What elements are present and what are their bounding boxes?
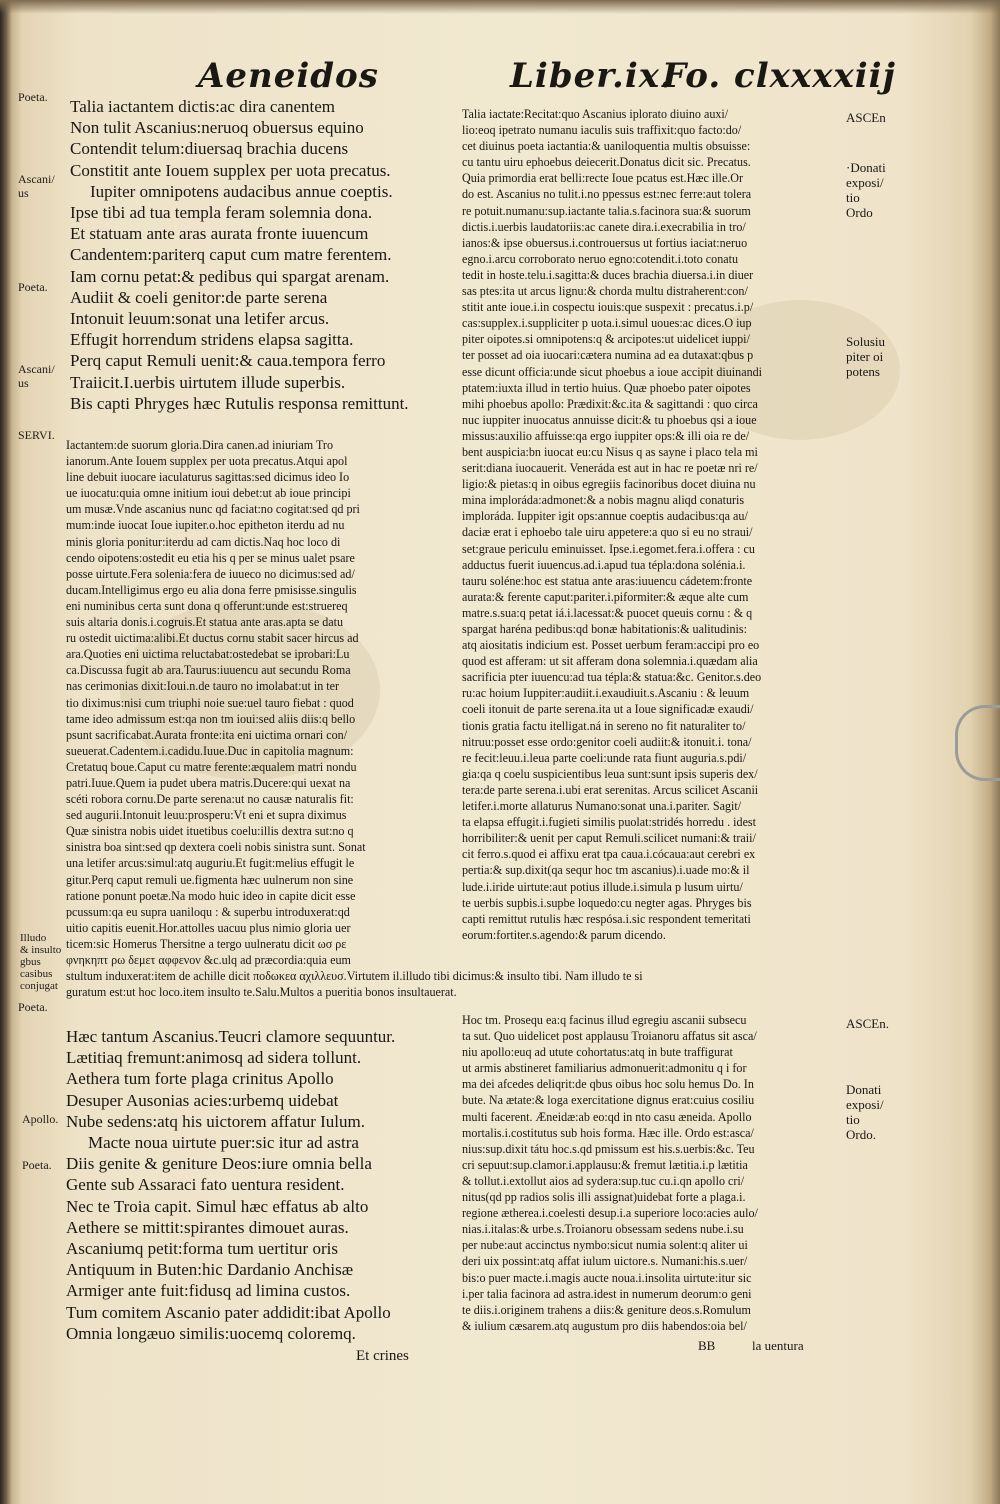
verse-line: Antiquum in Buten:hic Dardanio Anchisæ bbox=[66, 1260, 354, 1280]
commentary-line: mum:inde iuocat Ioue iupiter.o.hoc epitheton iterdu ad nu bbox=[66, 518, 345, 533]
commentary-line: capti remittut rutulis hæc respósa.i.sic respondent temeritati bbox=[462, 911, 751, 926]
verse-line: Constitit ante Iouem supplex per uota precatus. bbox=[70, 160, 391, 180]
commentary-line: tedit in hoste.telu.i.sagitta:& duces brachia diuersa.i.in diuer bbox=[462, 267, 754, 282]
commentary-line: Talia iactate:Recitat:quo Ascanius iplorato diuino auxi/ bbox=[462, 107, 729, 121]
commentary-line: cas:supplex.i.suppliciter p uota.i.simul uoues:ac dices.O iup bbox=[462, 316, 752, 331]
ascensius-commentary-1 bbox=[462, 106, 840, 943]
commentary-line: ta elapsa effugit.i.fugieti similis puolat:stridés horredu . idest bbox=[462, 815, 756, 830]
catchword-left: Et crines bbox=[356, 1348, 409, 1364]
commentary-line: aurata:& ferente caput:pariter.i.piformiter:& æque alte cum bbox=[462, 589, 749, 604]
page-clip bbox=[955, 705, 1000, 781]
verse-line: Diis genite & geniture Deos:iure omnia bella bbox=[66, 1154, 372, 1174]
margin-poeta: Poeta. bbox=[18, 280, 48, 294]
verse-line: Lætitiaq fremunt:animosq ad sidera tollunt. bbox=[66, 1048, 362, 1068]
commentary-line: te diis.i.originem trahens a diis:& geniture deos.s.Romulum bbox=[462, 1302, 751, 1317]
commentary-line: suis altaria donis.i.cogruis.Et statua ante aras.apta se datu bbox=[66, 615, 344, 630]
margin-donati-expositio bbox=[846, 160, 886, 220]
commentary-line: ligio:& pietas:q in oibus egregiis facinoribus docet diuina nu bbox=[462, 477, 756, 492]
commentary-line: deri uix possint:atq affat iulum uictore.s. Numani:his.s.uer/ bbox=[462, 1254, 748, 1269]
commentary-line: minis gloria ponitur:iterdu ad cam dictis.Naq hoc loco di bbox=[66, 534, 341, 549]
margin-line: piter oi bbox=[846, 349, 884, 364]
verse-line: Desuper Ausonias acies:urbemq uidebat bbox=[66, 1090, 339, 1110]
verse-line: Hæc tantum Ascanius.Teucri clamore sequuntur. bbox=[66, 1027, 396, 1046]
commentary-line: cit ferro.s.quod ei affixu erat tpa caua.i.cócaua:aut cerebri ex bbox=[462, 847, 756, 862]
margin-line: tio bbox=[846, 1112, 860, 1127]
margin-line: exposi/ bbox=[846, 1097, 884, 1112]
verse-line: Et statuam ante aras aurata fronte iuuencum bbox=[70, 224, 369, 244]
commentary-line: daciæ erat i ephoebo tale uiru appetere:a quo si eu no straui/ bbox=[462, 525, 753, 540]
running-head-book: Liber.ix. bbox=[510, 56, 673, 96]
margin-line: Ascani/ bbox=[18, 362, 55, 376]
margin-line: conjugat bbox=[20, 980, 58, 992]
margin-line: us bbox=[18, 186, 29, 200]
margin-line: tio bbox=[846, 190, 860, 205]
commentary-line: scéti robora cornu.De parte serena:ut no causæ naturalis fit: bbox=[66, 792, 354, 807]
margin-line: Ordo bbox=[846, 205, 873, 220]
commentary-line: missus:auxilio affuisse:qa ergo iuppiter ops:& illi oia re de/ bbox=[462, 428, 750, 443]
commentary-line: ptatem:iuxta illud in tertio huius. Quæ phoebo pater oipotes bbox=[462, 380, 751, 395]
commentary-line: Quæ sinistra nobis uidet ituetibus coelu:illis dextra sut:no q bbox=[66, 824, 354, 839]
commentary-line: ratione ponunt poetæ.Na modo huic ideo in capite dicit esse bbox=[66, 888, 356, 903]
commentary-line: ue iuocatu:quia omne initium ioui debet:ut ab ioue principi bbox=[66, 486, 351, 501]
commentary-line: cet diuinus poeta iactantia:& uaniloquentia multis obsuisse: bbox=[462, 139, 751, 154]
commentary-line: nas cerimonias dixit:Ioui.n.de tauro no imolabat:ut in ter bbox=[66, 679, 340, 694]
verse-block-1 bbox=[70, 96, 450, 414]
margin-ascanius bbox=[18, 362, 55, 390]
folio-number: Fo. clxxxxiij bbox=[662, 56, 896, 96]
verse-line: Traiicit.I.uerbis uirtutem illude superbis. bbox=[70, 372, 346, 392]
verse-line: Non tulit Ascanius:neruoq obuersus equino bbox=[70, 118, 364, 138]
commentary-line: posse uirtute.Fera solenia:fera de iuueco no dicimus:sed ad/ bbox=[66, 566, 355, 581]
commentary-line: i.per talia facinora ad astra.idest in numerum deorum:o geni bbox=[462, 1286, 752, 1301]
commentary-line: nuc iuppiter inuocatus annuisse dicit:& tu phoebus qsi a ioue bbox=[462, 412, 757, 427]
catchword-right: la uentura bbox=[752, 1338, 804, 1353]
commentary-line: letifer.i.morte allaturus Numano:sonat una.i.pariter. Sagit/ bbox=[462, 799, 742, 814]
verse-block-2 bbox=[66, 1026, 456, 1344]
verse-line: Talia iactantem dictis:ac dira canentem bbox=[70, 97, 336, 116]
verse-line: Ipse tibi ad tua templa feram solemnia dona. bbox=[70, 203, 373, 223]
margin-line: Ordo. bbox=[846, 1127, 876, 1142]
commentary-line: nitruu:posset esse ordo:genitor coeli audiit:& itonuit.i. tona/ bbox=[462, 734, 752, 749]
commentary-line: nitus(qd pp radios solis illi assignat)uidebat forte a plaga.i. bbox=[462, 1190, 746, 1205]
signature-mark: BB bbox=[698, 1338, 716, 1353]
commentary-line: tionis gratia factu itelligat.ná in sereno no fit naturaliter to/ bbox=[462, 718, 746, 733]
commentary-line: psunt sacrificabat.Aurata fronte:ita eni uictima ornari con/ bbox=[66, 727, 348, 742]
verse-line: Candentem:pariterq caput cum matre ferentem. bbox=[70, 245, 392, 265]
commentary-line: cri sepuut:sup.clamor.i.applausu:& fremut lætitia.i.p lætitia bbox=[462, 1157, 748, 1172]
commentary-line: serit:diana iuocauerit. Veneráda est aut in hac re poetæ nri re/ bbox=[462, 461, 758, 476]
verse-line: Aethera tum forte plaga crinitus Apollo bbox=[66, 1069, 334, 1089]
margin-ascensius: ASCEn bbox=[846, 110, 886, 125]
margin-apollo: Apollo. bbox=[22, 1112, 59, 1126]
commentary-line: tauru soléne:hoc est statua ante aras:iuuencu cádetem:fronte bbox=[462, 573, 753, 588]
commentary-line: pertia:& sup.dixit(qa sequr hoc tm ascanius).i.uade mo:& il bbox=[462, 863, 750, 878]
verse-line: Nec te Troia capit. Simul hæc effatus ab alto bbox=[66, 1196, 369, 1216]
commentary-line: cu tantu uiru ephoebus deiecerit.Donatus dicit sic. Precatus. bbox=[462, 155, 751, 170]
verse-line: Contendit telum:diuersaq brachia ducens bbox=[70, 139, 349, 159]
verse-line: Omnia longæuo similis:uocemq coloremq. bbox=[66, 1323, 356, 1343]
commentary-line: sinistra boa sint:sed qp dextera coeli nobis sinistra sunt. Sonat bbox=[66, 840, 366, 855]
commentary-line: tera:de parte serena.i.ubi erat serenitas. Arcus scilicet Ascanii bbox=[462, 782, 759, 797]
margin-line: gbus bbox=[20, 956, 41, 968]
commentary-line: do est. Ascanius no tulit.i.no ppessus est:nec ferre:aut tolera bbox=[462, 187, 752, 202]
commentary-line: Hoc tm. Prosequ ea:q facinus illud egregiu ascanii subsecu bbox=[462, 1013, 747, 1027]
margin-illudo bbox=[20, 932, 61, 992]
commentary-line: set:graue periculu eminuisset. Ipse.i.egomet.fera.i.offera : cu bbox=[462, 541, 755, 556]
commentary-line: ru ostedit uictima:alibi.Et ductus cornu stabit sacer hircus ad bbox=[66, 631, 359, 646]
commentary-line: te uerbis supbis.i.supbe loquedo:cu negter agas. Phryges bis bbox=[462, 895, 752, 910]
commentary-line: ma dei afcedes deliqrit:de qbus oibus hoc solu hemus Do. In bbox=[462, 1077, 754, 1092]
commentary-line: sed augurii.Intonuit leuu:prosperu:Vt eni et supra diximus bbox=[66, 808, 347, 823]
commentary-line: lio:eoq ipetrato numanu iaculis suis traffixit:quo facto:do/ bbox=[462, 123, 742, 138]
commentary-line: Iactantem:de suorum gloria.Dira canen.ad iniuriam Tro bbox=[66, 438, 333, 452]
commentary-line: atq aiositatis indicium est. Posset uerbum feram:accipi pro eo bbox=[462, 638, 760, 653]
commentary-line: spargat haréna pedibus:qd bonæ habitationis:& ualitudinis: bbox=[462, 622, 747, 636]
running-head-left: Aeneidos bbox=[198, 56, 379, 96]
commentary-line: stultum induxerat:item de achille dicit ποδωκεα αχιλλευσ.Virtutem il.illudo tibi dicimus:& insulto tibi. Nam illudo te si bbox=[66, 969, 643, 984]
commentary-line: bute. Na ætate:& loga exercitatione dignus erat:cuius cosiliu bbox=[462, 1093, 755, 1108]
verse-line: Gente sub Assaraci fato uentura resident. bbox=[66, 1175, 345, 1195]
commentary-line: quod est afferam: ut sit afferam dona solemnia.i.quædam alia bbox=[462, 654, 758, 669]
commentary-line: tio diximus:nisi cum triuphi noie sue:uel tauro fiebat : quod bbox=[66, 695, 354, 710]
commentary-line: egno.i.arcu corroborato neruo egno:cotendit.i.toto conatu bbox=[462, 251, 739, 266]
commentary-line: adductus fuerit iuuencus.ad.i.apud tua tépla:dona solénia.i. bbox=[462, 557, 746, 572]
commentary-line: sueuerat.Cadentem.i.cadidu.Iuue.Duc in capitolia magnum: bbox=[66, 743, 354, 758]
commentary-line: mihi phoebus apollo: Prædixit:&c.ita & sagittandi : quo circa bbox=[462, 396, 758, 411]
commentary-line: eorum:fortiter.s.agendo:& parum dicendo. bbox=[462, 927, 666, 942]
commentary-line: ca.Discussa fugit ab ara.Taurus:iuuencu aut secundu Roma bbox=[66, 663, 351, 678]
commentary-line: gia:qa q coelu suspicientibus leua sunt:sunt ipsis superis dex/ bbox=[462, 766, 758, 781]
commentary-line: horribiliter:& uenit per caput Remuli.scilicet numani:& traii/ bbox=[462, 831, 756, 846]
commentary-line: re potuit.numanu:sup.iactante talia.s.facinora sua:& suorum bbox=[462, 203, 751, 218]
verse-line: Effugit horrendum stridens elapsa sagitta. bbox=[70, 330, 354, 350]
commentary-line: imploráda. Iuppiter igit ops:annue coeptis audacibus:qa au/ bbox=[462, 509, 748, 524]
commentary-line: Quia primordia erat belli:recte Ioue pcatus est.Hæc ille.Or bbox=[462, 171, 744, 186]
commentary-line: ru:ac hoium Iuppiter:audiit.i.exaudiuit.s.Ascaniu : & leuum bbox=[462, 686, 750, 701]
verse-line: Aethere se mittit:spirantes dimouet auras. bbox=[66, 1217, 349, 1237]
commentary-line: matre.s.sua:q petat iá.i.lacessat:& puocet queuis cornu : & q bbox=[462, 605, 753, 620]
commentary-line: ianos:& ipse obuersus.i.controuersus ut fortius iaciat:neruo bbox=[462, 235, 748, 250]
commentary-line: uitio capitis euenit.Hor.attolles uacuu plus nimio gloria uer bbox=[66, 920, 351, 935]
verse-line: Iupiter omnipotens audacibus annue coeptis. bbox=[90, 181, 393, 201]
verse-line: Audiit & coeli genitor:de parte serena bbox=[70, 287, 328, 307]
margin-line: casibus bbox=[20, 968, 53, 980]
commentary-line: gitur.Perq caput remuli ue.figmenta hæc uulnerum non sine bbox=[66, 872, 354, 887]
verse-line: Macte noua uirtute puer:sic itur ad astra bbox=[88, 1133, 359, 1153]
commentary-line: nius:sup.dixit tátu hoc.s.qd pmissum est his.s.uerbis:&c. Teu bbox=[462, 1141, 755, 1156]
margin-donati-expositio bbox=[846, 1082, 884, 1142]
margin-line: us bbox=[18, 376, 29, 390]
margin-line: Solusiu bbox=[846, 334, 886, 349]
commentary-line: & iulium cæsarem.atq augustum pro diis habendos:oia bel/ bbox=[462, 1318, 747, 1333]
margin-line: ·Donati bbox=[846, 160, 886, 175]
commentary-line: bent auspicia:bn iuocat eu:cu Nisus q as sayne i placo tela mi bbox=[462, 444, 758, 459]
margin-line: Donati bbox=[846, 1082, 882, 1097]
margin-ascanius bbox=[18, 172, 55, 200]
commentary-line: una letifer arcus:simul:atq auguriu.Et fugit:melius effugit le bbox=[66, 856, 355, 871]
verse-line: Iam cornu petat:& pedibus qui spargat arenam. bbox=[70, 266, 390, 286]
margin-solus-iupiter bbox=[846, 334, 885, 379]
commentary-line: piter oipotes.si omnipotens:q & arcipotes:ut uidelicet iuppi/ bbox=[462, 332, 750, 347]
ascensius-commentary-2 bbox=[462, 1012, 840, 1334]
commentary-line: ter posset ad oia iuocari:cætera numina ad ea dutaxat:qbus p bbox=[462, 348, 754, 363]
commentary-line: & tollut.i.extollut aios ad sydera:sup.tuc cu.i.qn apollo cri/ bbox=[462, 1173, 745, 1188]
margin-line: Ascani/ bbox=[18, 172, 55, 186]
commentary-line: cendo oipotens:ostedit eu etia his q per se minus ualet psare bbox=[66, 550, 355, 565]
commentary-line: lude.i.iride uirtute:aut potius illude.i.simula p lusum uirtu/ bbox=[462, 879, 743, 894]
margin-line: exposi/ bbox=[846, 175, 884, 190]
commentary-line: esse dicunt officia:unde sicut phoebus a ioue accipit diuinandi bbox=[462, 364, 763, 379]
commentary-line: patri.Iuue.Quem ia pudet ubera matris.Ducere:qui uexat na bbox=[66, 775, 351, 790]
margin-poeta: Poeta. bbox=[18, 1000, 48, 1014]
margin-line: Illudo bbox=[20, 932, 47, 944]
commentary-line: line debuit iuocare iaculaturus sagittas:sed dicimus ideo Io bbox=[66, 470, 350, 485]
commentary-line: dictis.i.uerbis laudatoriis:ac canete dira.i.execrabilia in tro/ bbox=[462, 219, 746, 234]
commentary-line: ducam.Intelligimus ergo eu alia dona ferre pmisisse.singulis bbox=[66, 582, 357, 597]
commentary-line: coeli itonuit de parte serena.ita ut a Ioue significadæ exaudi/ bbox=[462, 702, 754, 717]
commentary-line: nias.i.italas:& urbe.s.Troianoru obsessam sedens nube.i.su bbox=[462, 1222, 744, 1237]
commentary-line: bis:o puer macte.i.magis aucte noua.i.insolita uirtute:itur sic bbox=[462, 1270, 752, 1285]
commentary-line: tame ideo admissum est:qa non tm ioui:sed aliis diis:q bello bbox=[66, 711, 356, 726]
verse-line: Tum comitem Ascanio pater addidit:ibat Apollo bbox=[66, 1302, 391, 1322]
margin-poeta: Poeta. bbox=[18, 90, 48, 104]
commentary-line: sacrificia pter iuuencu:ad tua tépla:& statua:&c. Genitor.s.deo bbox=[462, 670, 762, 685]
commentary-line: um musæ.Vnde ascanius nunc qd faciat:no cogitat:sed qd pri bbox=[66, 502, 360, 517]
commentary-line: re fecit:leuu.i.leua parte coeli:unde rata fiunt auguria.s.pdi/ bbox=[462, 750, 747, 765]
commentary-line: φνηκηπτ ρω δεμετ αφφενον &c.ulq ad præcordia:quia eum bbox=[66, 953, 351, 967]
commentary-line: ianorum.Ante Iouem supplex per uota precatus.Atqui apol bbox=[66, 454, 348, 469]
commentary-line: sas ptes:ita ut arcus lignu:& chorda multu distraherent:con/ bbox=[462, 284, 748, 299]
commentary-line: ara.Quoties eni uictima reluctabat:ostedebat se iprobari:Lu bbox=[66, 647, 350, 662]
commentary-line: multi facerent. Æneidæ:ab eo:qd in nto casu æneida. Apollo bbox=[462, 1109, 752, 1124]
margin-line: & insulto bbox=[20, 944, 62, 956]
commentary-line: pcussum:qa eu supra uaniloqu : & superbu introduxerat:qd bbox=[66, 904, 350, 919]
commentary-line: ticem:sic Homerus Thersitne a tergo uulneratu dicit ωσ ρε bbox=[66, 936, 347, 951]
commentary-line: per nube:aut accinctus nymbo:sicut numia solent:q aliter ui bbox=[462, 1238, 748, 1253]
margin-line: potens bbox=[846, 364, 880, 379]
commentary-line: guratum est:ut hoc loco.item insulto te.Salu.Multos a pueritia bonos insultauerat. bbox=[66, 985, 457, 1000]
commentary-line: mina imploráda:admonet:& a nobis magnu aliqd conaturis bbox=[462, 493, 745, 508]
verse-line: Ascaniumq petit:forma tum uertitur oris bbox=[66, 1239, 338, 1259]
verse-line: Armiger ante fuit:fidusq ad limina custos. bbox=[66, 1281, 351, 1301]
margin-poeta: Poeta. bbox=[22, 1158, 52, 1172]
commentary-line: niu apollo:euq ad utute cohortatus:atq in bute traffigurat bbox=[462, 1045, 733, 1060]
commentary-line: mortalis.i.costitutus sub hois forma. Hæc ille. Ordo est:asca/ bbox=[462, 1125, 754, 1140]
verse-line: Nube sedens:atq his uictorem affatur Iulum. bbox=[66, 1111, 365, 1131]
margin-servius: SERVI. bbox=[18, 428, 55, 442]
commentary-line: stitit ante ioue.i.in cospectu iouis:que suspexit : precatus.i.p/ bbox=[462, 300, 754, 315]
verse-line: Perq caput Remuli uenit:& caua.tempora ferro bbox=[70, 351, 386, 371]
commentary-line: Cretatuq boue.Caput cu matre ferente:æqualem matri nondu bbox=[66, 759, 357, 774]
commentary-line: regione æthereа.i.coelesti desup.i.a superiore loco:acies aulo/ bbox=[462, 1206, 758, 1221]
commentary-line: ta sut. Quo uidelicet post applausu Troianoru affatus sit asca/ bbox=[462, 1029, 757, 1044]
verse-line: Bis capti Phryges hæc Rutulis responsa remittunt. bbox=[70, 393, 409, 413]
margin-ascensius: ASCEn. bbox=[846, 1016, 889, 1031]
commentary-line: eni numinibus certa sunt dona q offerunt:unde est:struereq bbox=[66, 598, 348, 613]
commentary-line: ut armis abstineret familiarius admonuerit:admonitu q i for bbox=[462, 1061, 747, 1076]
verse-line: Intonuit leuum:sonat una letifer arcus. bbox=[70, 309, 330, 329]
